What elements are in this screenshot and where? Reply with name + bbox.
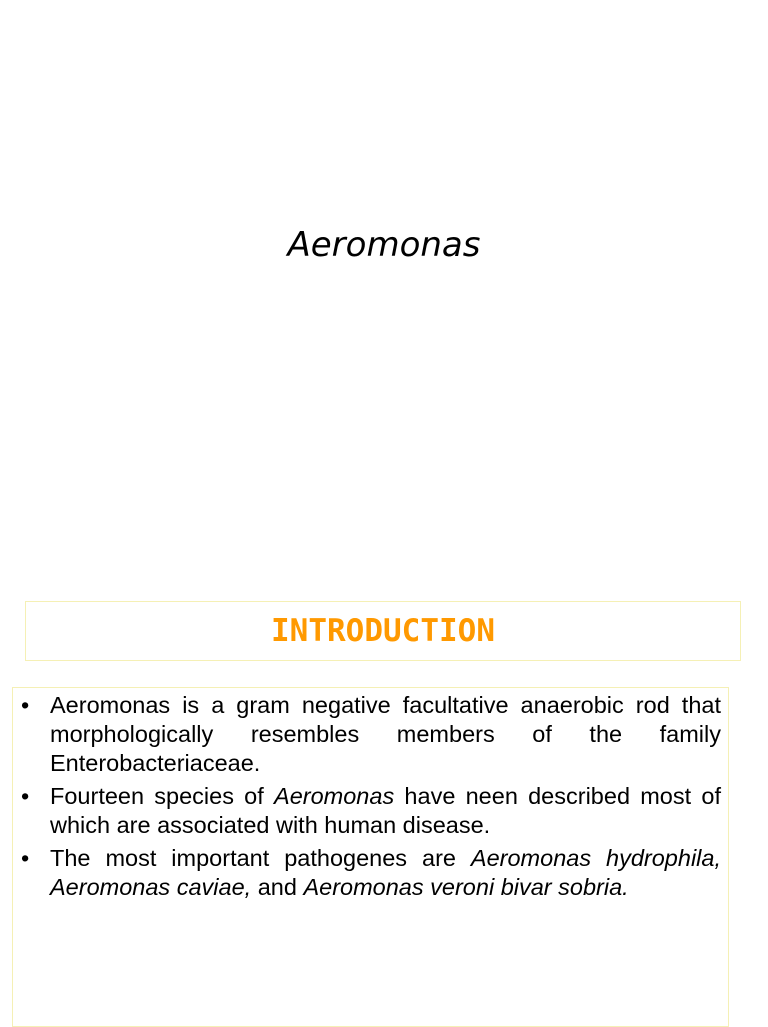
slide-title: Aeromonas <box>287 225 481 265</box>
bullet-icon: • <box>21 845 30 871</box>
bullet-text: and <box>251 874 304 900</box>
bullet-text: Fourteen species of <box>50 783 275 809</box>
bullet-item <box>21 782 721 840</box>
species-names: Aeromonas hydrophila, Aeromonas caviae, <box>50 845 721 900</box>
bullet-icon: • <box>21 783 30 809</box>
bullet-text: Aeromonas is a gram negative facultative anaerobic rod that morphologically resembles members of the family Enterobacteriaceae. <box>50 692 721 776</box>
bullet-item <box>21 691 721 778</box>
species-names: Aeromonas veroni bivar sobria. <box>303 874 629 900</box>
bullet-item <box>21 844 721 902</box>
genus-name: Aeromonas <box>274 783 395 809</box>
bullet-icon: • <box>21 692 30 718</box>
content-box <box>12 687 729 1027</box>
bullet-list <box>21 691 721 906</box>
section-heading: INTRODUCTION <box>271 613 495 649</box>
bullet-text: The most important pathogenes are <box>50 845 471 871</box>
section-heading-box <box>25 601 741 661</box>
bullet-text: have neen described most of which are associated with human disease. <box>50 783 721 838</box>
